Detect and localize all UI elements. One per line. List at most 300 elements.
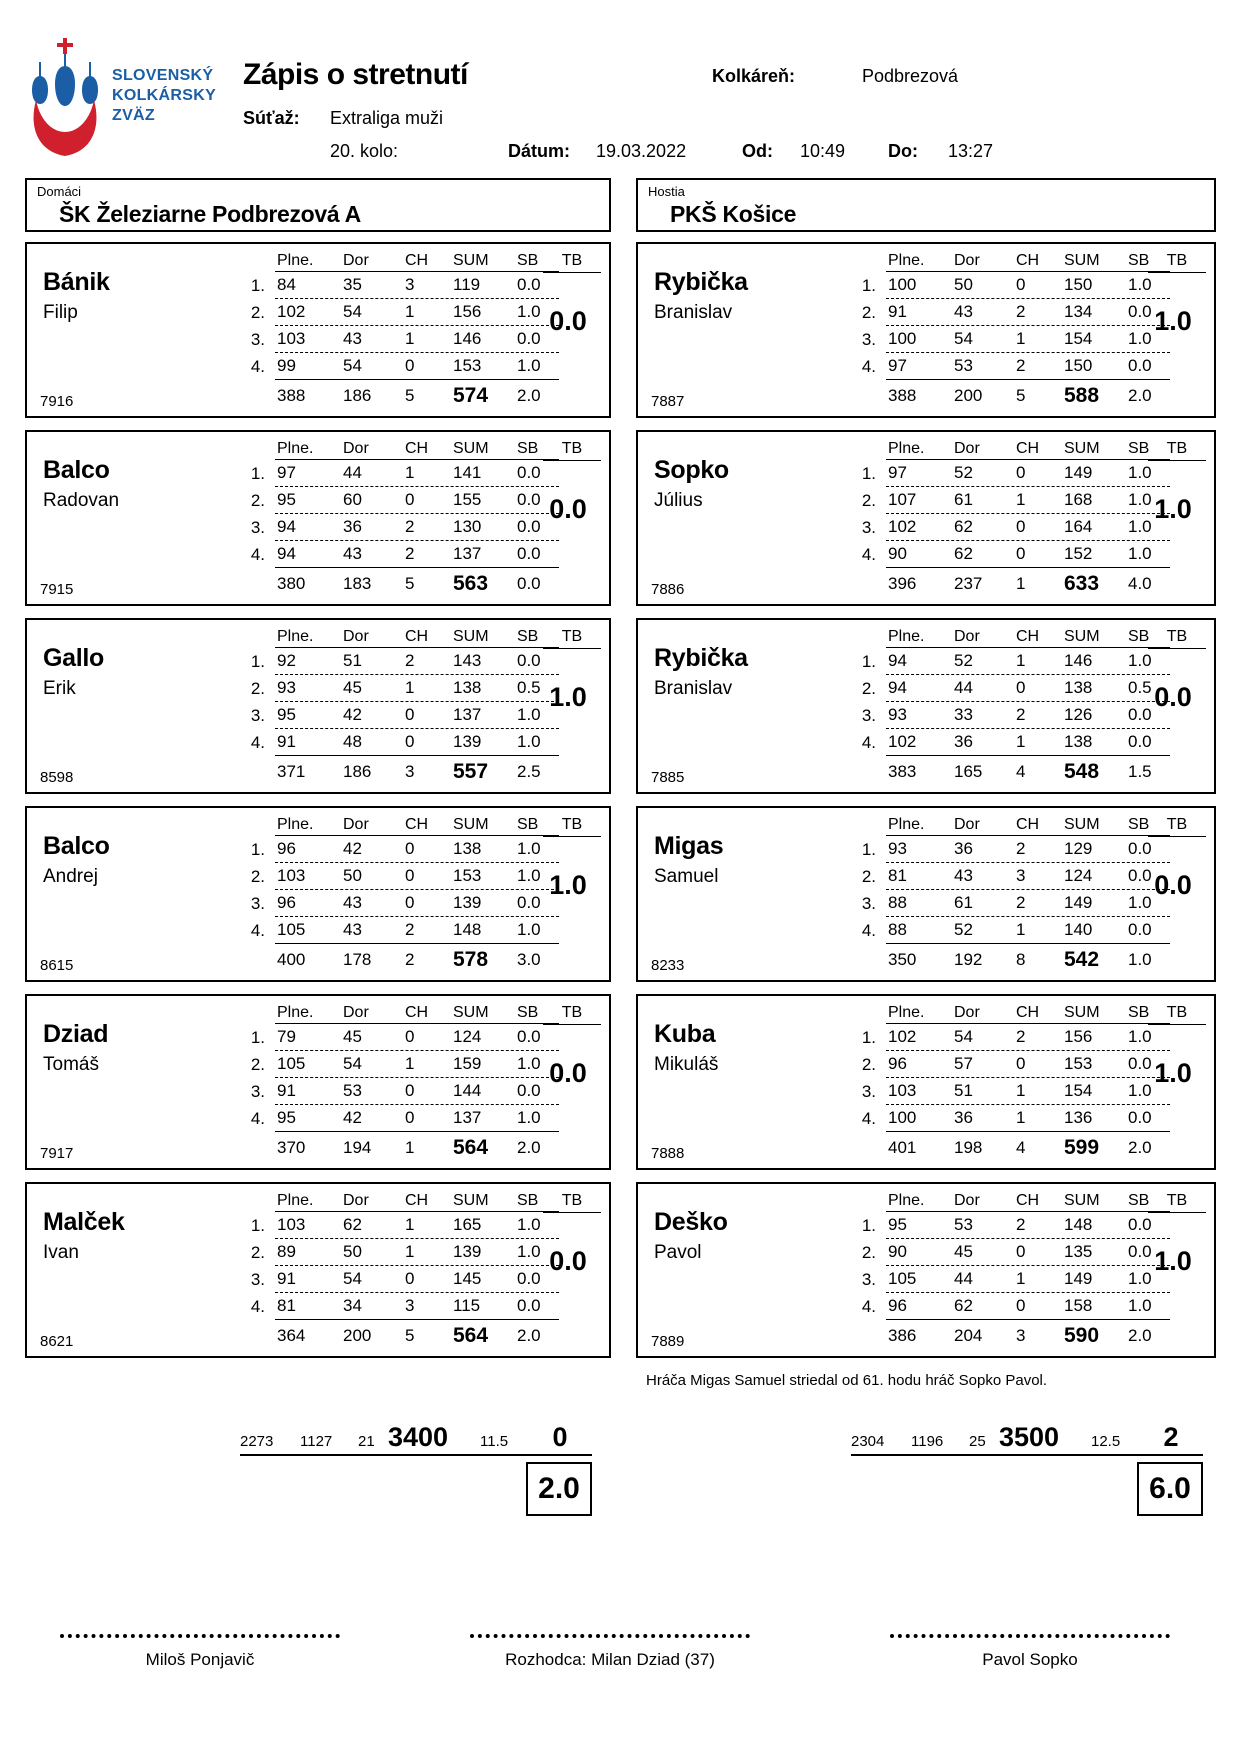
row-number: 1. [861, 839, 876, 859]
score-cell: SUM [453, 1191, 489, 1209]
score-cell: 3 [1016, 1326, 1026, 1345]
summary-points: 2 [1163, 1422, 1179, 1452]
score-cell: 81 [277, 1296, 296, 1315]
tb-column-header: TB [1148, 1192, 1206, 1213]
score-row [235, 1105, 569, 1132]
score-cell: 2.0 [517, 1138, 541, 1157]
score-cell: SUM [453, 1003, 489, 1021]
score-row [846, 1266, 1180, 1293]
summary-sum: 3400 [388, 1422, 449, 1452]
score-cell: 153 [453, 356, 482, 375]
score-cell: 0.0 [517, 574, 541, 593]
score-cell: 90 [888, 544, 907, 563]
score-cell: SUM [453, 251, 489, 269]
tb-column-header: TB [543, 628, 601, 649]
score-cell: 129 [1064, 839, 1093, 858]
score-cell: 1.0 [1128, 1296, 1152, 1315]
score-cell: 97 [888, 463, 907, 482]
score-cell: 139 [453, 1242, 482, 1261]
player-block [636, 618, 1216, 794]
team-summary-away [851, 1414, 1203, 1456]
side-label: Domáci [37, 184, 82, 199]
score-cell: 143 [453, 651, 482, 670]
score-cell: 0 [405, 866, 415, 885]
score-cell: 237 [954, 574, 983, 593]
competition-label: Súťaž: [243, 108, 300, 128]
score-cell: 1.0 [1128, 950, 1152, 969]
score-cell: 1.0 [517, 1108, 541, 1127]
tb-value: 1.0 [1154, 1246, 1192, 1276]
score-cell: 1 [1016, 732, 1026, 751]
row-number: 4. [861, 544, 876, 564]
score-cell: 94 [277, 544, 296, 563]
score-cell: 0.0 [1128, 1242, 1152, 1261]
score-cell: 0 [405, 1108, 415, 1127]
score-row [846, 514, 1180, 541]
score-cell: 2 [405, 544, 415, 563]
score-cell: 45 [343, 1027, 362, 1046]
score-cell: 146 [453, 329, 482, 348]
score-cell: Dor [343, 815, 369, 833]
score-cell: 137 [453, 705, 482, 724]
score-cell: 0 [405, 490, 415, 509]
row-number [235, 1320, 275, 1352]
score-cell: 4.0 [1128, 574, 1152, 593]
player-block [25, 618, 611, 794]
row-number: 4. [250, 1108, 265, 1128]
score-cell: 1 [405, 1242, 415, 1261]
score-cell: SB [1128, 627, 1150, 645]
score-cell: 136 [1064, 1108, 1093, 1127]
row-number: 4. [250, 920, 265, 940]
score-cell: 2 [1016, 1215, 1026, 1234]
score-cell: 5 [405, 574, 415, 593]
score-cell: SUM [1064, 251, 1100, 269]
row-number: 4. [250, 732, 265, 752]
player-block [636, 994, 1216, 1170]
score-cell: 3 [405, 762, 415, 781]
row-number: 4. [861, 356, 876, 376]
score-cell: 42 [343, 705, 362, 724]
score-row [235, 1212, 569, 1239]
score-cell: 548 [1064, 760, 1100, 783]
score-cell: 0 [405, 705, 415, 724]
tb-column-header: TB [1148, 252, 1206, 273]
score-cell: 103 [277, 329, 306, 348]
score-cell: 57 [954, 1054, 973, 1073]
score-cell: 93 [888, 705, 907, 724]
score-cell: 148 [1064, 1215, 1093, 1234]
row-number: 1. [250, 463, 265, 483]
score-cell: 36 [954, 732, 973, 751]
score-cell: 137 [453, 544, 482, 563]
score-cell: 119 [453, 275, 481, 294]
row-number: 4. [861, 1108, 876, 1128]
score-cell: 91 [888, 302, 907, 321]
score-cell: 93 [277, 678, 296, 697]
player-surname: Rybička [654, 644, 748, 672]
signature-line [470, 1634, 750, 1638]
score-cell: 0 [405, 356, 415, 375]
score-cell: 564 [453, 1324, 489, 1347]
score-cell: 102 [888, 732, 917, 751]
tb-value: 0.0 [549, 1058, 587, 1088]
score-cell: Dor [343, 1003, 369, 1021]
player-id: 8233 [651, 957, 685, 974]
score-cell: 1.0 [1128, 1027, 1152, 1046]
player-firstname: Erik [43, 678, 76, 699]
score-row [846, 626, 1180, 648]
score-cell: SUM [1064, 439, 1100, 457]
score-row [846, 380, 1180, 412]
score-row [846, 1024, 1180, 1051]
score-cell: 1 [405, 329, 415, 348]
score-row [235, 626, 569, 648]
score-cell: 54 [954, 1027, 973, 1046]
score-cell: 5 [1016, 386, 1026, 405]
score-cell: 1 [1016, 329, 1026, 348]
score-row [846, 1051, 1180, 1078]
score-cell: SB [517, 627, 539, 645]
team-name-home: ŠK Železiarne Podbrezová A [59, 201, 361, 227]
row-number: 4. [250, 1296, 265, 1316]
score-cell: 36 [343, 517, 362, 536]
score-cell: 1 [405, 1138, 415, 1157]
score-cell: 2 [1016, 1027, 1026, 1046]
column-away [636, 178, 1216, 1358]
score-row [235, 1293, 569, 1320]
score-cell: 103 [888, 1081, 917, 1100]
tb-value: 1.0 [1154, 1058, 1192, 1088]
player-id: 8598 [40, 769, 74, 786]
score-cell: 91 [277, 732, 296, 751]
score-cell: 97 [888, 356, 907, 375]
row-number [846, 438, 886, 460]
score-cell: 564 [453, 1136, 489, 1159]
row-number: 4. [861, 1296, 876, 1316]
score-cell: 148 [453, 920, 482, 939]
score-row [235, 1239, 569, 1266]
score-cell: 0.0 [517, 329, 541, 348]
score-cell: SB [1128, 251, 1150, 269]
score-cell: 1.5 [1128, 762, 1152, 781]
score-row [235, 836, 569, 863]
player-surname: Balco [43, 832, 110, 860]
team-summary-home [240, 1414, 592, 1456]
score-cell: 100 [888, 1108, 917, 1127]
score-cell: 588 [1064, 384, 1100, 407]
score-cell: 0.0 [517, 1296, 541, 1315]
score-cell: 62 [343, 1215, 362, 1234]
score-cell: 0.5 [517, 678, 541, 697]
row-number: 1. [250, 1215, 265, 1235]
score-cell: 2 [1016, 893, 1026, 912]
tb-value: 0.0 [1154, 682, 1192, 712]
player-block [25, 242, 611, 418]
row-number: 1. [861, 651, 876, 671]
score-cell: 54 [343, 1054, 362, 1073]
score-cell: SB [517, 439, 539, 457]
score-row [846, 814, 1180, 836]
row-number: 2. [250, 1242, 265, 1262]
score-cell: 350 [888, 950, 917, 969]
score-cell: 96 [888, 1296, 907, 1315]
score-cell: 44 [954, 1269, 973, 1288]
player-id: 7885 [651, 769, 685, 786]
score-row [235, 675, 569, 702]
row-number: 1. [861, 1027, 876, 1047]
score-cell: 139 [453, 893, 482, 912]
score-cell: CH [405, 251, 429, 269]
summary-sum: 3500 [999, 1422, 1060, 1452]
score-cell: 97 [277, 463, 296, 482]
score-cell: Dor [954, 815, 980, 833]
player-firstname: Radovan [43, 490, 120, 511]
row-number [846, 380, 886, 412]
row-number: 1. [861, 1215, 876, 1235]
score-table [846, 438, 1180, 600]
score-cell: 53 [343, 1081, 362, 1100]
row-number: 3. [250, 705, 265, 725]
score-row [235, 1024, 569, 1051]
score-cell: CH [1016, 1003, 1040, 1021]
team-name-away: PKŠ Košice [670, 201, 797, 227]
score-cell: CH [405, 439, 429, 457]
score-table [235, 250, 569, 412]
score-cell: 84 [277, 275, 296, 294]
row-number: 2. [250, 866, 265, 886]
score-cell: 103 [277, 866, 306, 885]
player-firstname: Branislav [654, 302, 733, 323]
score-cell: Dor [954, 1191, 980, 1209]
row-number: 4. [861, 732, 876, 752]
score-row [846, 944, 1180, 976]
score-cell: 50 [343, 1242, 362, 1261]
score-cell: 2 [1016, 705, 1026, 724]
score-cell: 79 [277, 1027, 296, 1046]
row-number: 1. [250, 839, 265, 859]
player-firstname: Mikuláš [654, 1054, 719, 1075]
federation-name: SLOVENSKÝ KOLKÁRSKY ZVÄZ [112, 67, 217, 124]
score-cell: 95 [888, 1215, 907, 1234]
row-number [235, 438, 275, 460]
score-cell: 0.0 [1128, 1108, 1152, 1127]
score-cell: 1.0 [517, 839, 541, 858]
time-to-label: Do: [888, 141, 918, 161]
row-number: 3. [861, 893, 876, 913]
score-table [235, 438, 569, 600]
date-value: 19.03.2022 [596, 141, 687, 161]
score-row [235, 1320, 569, 1352]
score-cell: 43 [343, 544, 362, 563]
player-firstname: Andrej [43, 866, 98, 887]
score-cell: CH [405, 1191, 429, 1209]
player-id: 7917 [40, 1145, 74, 1162]
score-cell: 95 [277, 490, 296, 509]
score-row [846, 487, 1180, 514]
score-cell: 53 [954, 356, 973, 375]
player-block [25, 1182, 611, 1358]
score-cell: 1.0 [1128, 893, 1152, 912]
score-cell: 0.0 [1128, 732, 1152, 751]
score-cell: 35 [343, 275, 362, 294]
player-id: 7915 [40, 581, 74, 598]
score-cell: Dor [343, 251, 369, 269]
score-cell: 43 [343, 920, 362, 939]
tb-column-header: TB [543, 252, 601, 273]
score-cell: 62 [954, 544, 973, 563]
score-cell: 0 [1016, 1296, 1026, 1315]
player-block [636, 430, 1216, 606]
score-cell: 36 [954, 839, 973, 858]
row-number [235, 380, 275, 412]
player-surname: Sopko [654, 456, 729, 484]
score-cell: 51 [954, 1081, 973, 1100]
score-cell: 130 [453, 517, 482, 536]
score-row [235, 541, 569, 568]
player-firstname: Pavol [654, 1242, 702, 1263]
score-cell: 103 [277, 1215, 306, 1234]
row-number [846, 814, 886, 836]
score-row [235, 272, 569, 299]
score-row [846, 917, 1180, 944]
player-firstname: Tomáš [43, 1054, 99, 1075]
score-cell: 45 [343, 678, 362, 697]
score-row [235, 648, 569, 675]
row-number [846, 1320, 886, 1352]
score-cell: 0 [1016, 544, 1026, 563]
score-cell: 388 [888, 386, 917, 405]
player-firstname: Ivan [43, 1242, 79, 1263]
score-cell: 81 [888, 866, 907, 885]
score-cell: 178 [343, 950, 372, 969]
player-block [25, 430, 611, 606]
score-cell: 1.0 [1128, 1269, 1152, 1288]
score-cell: 1.0 [517, 866, 541, 885]
score-cell: 8 [1016, 950, 1026, 969]
score-row [235, 814, 569, 836]
score-cell: 3 [405, 1296, 415, 1315]
score-cell: 0.0 [517, 275, 541, 294]
player-id: 7886 [651, 581, 685, 598]
score-cell: 107 [888, 490, 917, 509]
score-cell: SB [1128, 1003, 1150, 1021]
score-cell: 164 [1064, 517, 1093, 536]
score-cell: 141 [453, 463, 482, 482]
score-table [235, 626, 569, 788]
player-surname: Rybička [654, 268, 748, 296]
player-blocks-away [636, 242, 1216, 1358]
score-cell: 61 [954, 490, 973, 509]
score-cell: 146 [1064, 651, 1093, 670]
score-row [235, 729, 569, 756]
score-cell: 0.0 [517, 1081, 541, 1100]
score-cell: 633 [1064, 572, 1100, 595]
score-cell: 60 [343, 490, 362, 509]
row-number: 4. [250, 356, 265, 376]
player-surname: Kuba [654, 1020, 716, 1048]
score-cell: 590 [1064, 1324, 1100, 1347]
tb-value: 0.0 [549, 494, 587, 524]
score-cell: 124 [1064, 866, 1093, 885]
score-cell: 563 [453, 572, 489, 595]
score-row [846, 299, 1180, 326]
score-cell: 401 [888, 1138, 917, 1157]
score-cell: 0.0 [517, 1027, 541, 1046]
row-number [235, 626, 275, 648]
tb-value: 1.0 [1154, 494, 1192, 524]
score-cell: 0 [1016, 1054, 1026, 1073]
score-row [846, 675, 1180, 702]
score-cell: SUM [1064, 627, 1100, 645]
score-cell: 50 [343, 866, 362, 885]
score-cell: Plne. [277, 439, 314, 457]
score-cell: 94 [277, 517, 296, 536]
score-table [235, 1190, 569, 1352]
score-cell: 153 [1064, 1054, 1093, 1073]
score-cell: 0.0 [1128, 302, 1152, 321]
score-cell: Dor [954, 251, 980, 269]
score-cell: 2.0 [517, 1326, 541, 1345]
summary-plne: 2304 [851, 1433, 885, 1450]
row-number: 4. [250, 544, 265, 564]
score-row [235, 380, 569, 412]
score-cell: 44 [954, 678, 973, 697]
score-cell: 102 [888, 1027, 917, 1046]
score-cell: 139 [453, 732, 482, 751]
page-title: Zápis o stretnutí [243, 58, 468, 91]
score-cell: 2 [405, 517, 415, 536]
score-row [846, 890, 1180, 917]
row-number [846, 1190, 886, 1212]
score-cell: 93 [888, 839, 907, 858]
venue-label: Kolkáreň: [712, 66, 796, 86]
summary-sb: 11.5 [480, 1433, 509, 1450]
row-number: 2. [861, 678, 876, 698]
score-cell: 0 [1016, 517, 1026, 536]
score-cell: 138 [1064, 732, 1093, 751]
row-number [846, 568, 886, 600]
row-number [235, 250, 275, 272]
score-cell: CH [1016, 815, 1040, 833]
score-cell: SB [1128, 1191, 1150, 1209]
row-number [846, 756, 886, 788]
score-cell: 52 [954, 920, 973, 939]
team-header-home [25, 178, 611, 232]
row-number: 3. [250, 893, 265, 913]
summary-sb: 12.5 [1091, 1433, 1121, 1450]
score-cell: 0 [405, 839, 415, 858]
round-value: 20. kolo: [330, 141, 399, 161]
tb-value: 0.0 [549, 1246, 587, 1276]
score-cell: 43 [343, 329, 362, 348]
player-firstname: Filip [43, 302, 78, 323]
score-cell: 105 [277, 920, 306, 939]
score-cell: 94 [888, 651, 907, 670]
score-cell: 1.0 [517, 920, 541, 939]
score-cell: 542 [1064, 948, 1100, 971]
substitution-note: Hráča Migas Samuel striedal od 61. hodu hráč Sopko Pavol. [646, 1372, 1048, 1389]
score-cell: 370 [277, 1138, 306, 1157]
score-cell: 88 [888, 893, 907, 912]
player-blocks-home [25, 242, 611, 1358]
score-cell: 1.0 [517, 732, 541, 751]
score-cell: 1 [1016, 920, 1026, 939]
score-cell: 144 [453, 1081, 482, 1100]
summary-ch: 25 [969, 1433, 986, 1450]
row-number [846, 626, 886, 648]
competition-value: Extraliga muži [330, 108, 444, 128]
